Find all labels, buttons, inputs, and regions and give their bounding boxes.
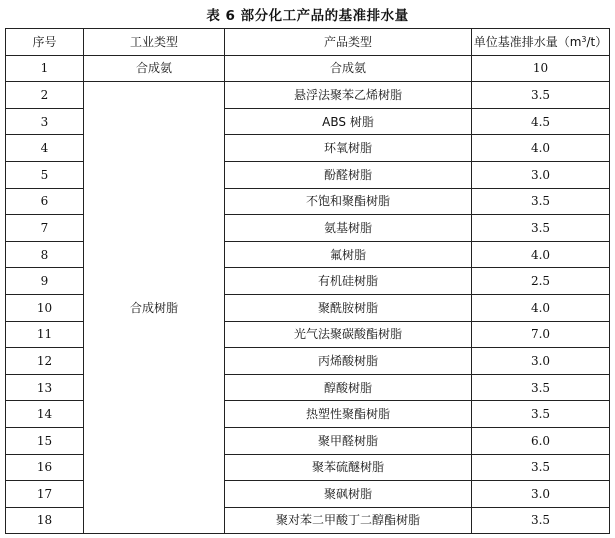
cell-seq: 15: [6, 427, 84, 454]
cell-seq: 5: [6, 161, 84, 188]
cell-seq: 10: [6, 294, 84, 321]
header-product: 产品类型: [225, 29, 472, 56]
cell-value: 3.5: [472, 188, 610, 215]
cell-seq: 14: [6, 401, 84, 428]
cell-value: 3.5: [472, 454, 610, 481]
cell-value: 3.5: [472, 507, 610, 534]
cell-product: 热塑性聚酯树脂: [225, 401, 472, 428]
header-unit-suffix: /t）: [586, 34, 608, 49]
cell-value: 3.0: [472, 161, 610, 188]
cell-product: ABS 树脂: [225, 108, 472, 135]
cell-value: 2.5: [472, 268, 610, 295]
cell-value: 3.5: [472, 374, 610, 401]
cell-seq: 12: [6, 348, 84, 375]
cell-product: 光气法聚碳酸酯树脂: [225, 321, 472, 348]
cell-product: 聚甲醛树脂: [225, 427, 472, 454]
cell-seq: 16: [6, 454, 84, 481]
cell-value: 3.5: [472, 401, 610, 428]
cell-seq: 3: [6, 108, 84, 135]
cell-product: 聚对苯二甲酸丁二醇酯树脂: [225, 507, 472, 534]
cell-product: 不饱和聚酯树脂: [225, 188, 472, 215]
cell-seq: 9: [6, 268, 84, 295]
table-row: [6, 55, 610, 82]
header-industry: 工业类型: [84, 29, 225, 56]
cell-industry-merged: 合成树脂: [84, 82, 225, 534]
header-unit-prefix: 单位基准排水量（m: [473, 34, 582, 49]
cell-value: 10: [472, 55, 610, 82]
header-seq: 序号: [6, 29, 84, 56]
cell-product: 氟树脂: [225, 241, 472, 268]
cell-value: 4.0: [472, 135, 610, 162]
cell-value: 3.0: [472, 481, 610, 508]
header-unit: [472, 29, 610, 56]
cell-product: 醇酸树脂: [225, 374, 472, 401]
table-title: 表 6 部分化工产品的基准排水量: [206, 8, 409, 24]
cell-product: 合成氨: [225, 55, 472, 82]
cell-seq: 7: [6, 215, 84, 242]
cell-product: 有机硅树脂: [225, 268, 472, 295]
cell-seq: 6: [6, 188, 84, 215]
header-unit-sup: 3: [581, 34, 587, 44]
cell-seq: 17: [6, 481, 84, 508]
cell-seq: 4: [6, 135, 84, 162]
cell-product: 聚苯硫醚树脂: [225, 454, 472, 481]
cell-product: 环氧树脂: [225, 135, 472, 162]
cell-value: 3.5: [472, 215, 610, 242]
cell-value: 3.5: [472, 82, 610, 109]
cell-product: 聚砜树脂: [225, 481, 472, 508]
cell-product: 氨基树脂: [225, 215, 472, 242]
cell-seq: 1: [6, 55, 84, 82]
cell-product: 酚醛树脂: [225, 161, 472, 188]
table-row: [6, 82, 610, 109]
cell-value: 4.0: [472, 241, 610, 268]
cell-seq: 11: [6, 321, 84, 348]
cell-value: 4.5: [472, 108, 610, 135]
cell-product: 聚酰胺树脂: [225, 294, 472, 321]
cell-value: 3.0: [472, 348, 610, 375]
cell-seq: 8: [6, 241, 84, 268]
cell-value: 6.0: [472, 427, 610, 454]
cell-industry: 合成氨: [84, 55, 225, 82]
emission-table: [5, 28, 610, 534]
cell-seq: 2: [6, 82, 84, 109]
cell-value: 7.0: [472, 321, 610, 348]
cell-seq: 13: [6, 374, 84, 401]
cell-seq: 18: [6, 507, 84, 534]
table-header-row: [6, 29, 610, 56]
cell-value: 4.0: [472, 294, 610, 321]
cell-product: 悬浮法聚苯乙烯树脂: [225, 82, 472, 109]
cell-product: 丙烯酸树脂: [225, 348, 472, 375]
